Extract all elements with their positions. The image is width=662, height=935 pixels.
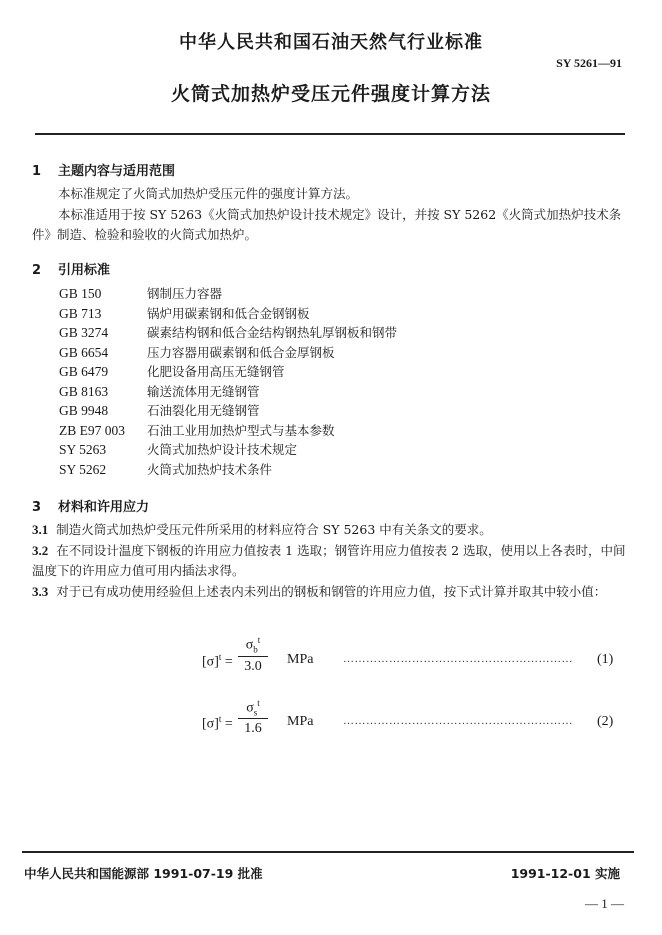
list-item bbox=[0, 421, 662, 441]
standard-number: SY 5261—91 bbox=[556, 56, 622, 70]
equation-label: (1) bbox=[597, 652, 614, 667]
equation-denominator: 1.6 bbox=[244, 721, 262, 736]
ref-code: GB 6479 bbox=[59, 364, 109, 379]
equation-unit: MPa bbox=[287, 714, 314, 729]
ref-name: 火筒式加热炉设计技术规定 bbox=[147, 442, 298, 457]
clause-number: 3.3 bbox=[32, 584, 49, 599]
clause-text: 在不同设计温度下钢板的许用应力值按表 1 选取；钢管许用应力值按表 2 选取，使用以上各表时，中间温度下的许用应力值可用内插法求得。 bbox=[32, 543, 626, 578]
ref-name: 压力容器用碳素钢和低合金厚钢板 bbox=[147, 344, 335, 360]
equation-leader: …………………………………………………… bbox=[343, 715, 573, 727]
ref-code: ZB E97 003 bbox=[59, 422, 125, 438]
list-item bbox=[0, 362, 662, 382]
list-item bbox=[0, 304, 662, 324]
equation-label: (2) bbox=[597, 714, 614, 729]
clause-text: 制造火筒式加热炉受压元件所采用的材料应符合 SY 5263 中有关条文的要求。 bbox=[56, 522, 492, 537]
equation-2 bbox=[0, 694, 662, 744]
reference-list bbox=[0, 284, 662, 479]
clause-3-2 bbox=[32, 541, 632, 581]
ref-code: GB 6654 bbox=[59, 344, 109, 360]
clause-number: 3.1 bbox=[32, 522, 49, 537]
ref-name: 石油工业用加热炉型式与基本参数 bbox=[147, 422, 335, 438]
equation-numerator: $\sigma_s^t$ bbox=[246, 698, 260, 718]
ref-code: GB 8163 bbox=[59, 383, 109, 399]
approval-statement: 中华人民共和国能源部 1991-07-19 批准 bbox=[24, 866, 263, 881]
ref-name: 碳素结构钢和低合金结构钢热轧厚钢板和钢带 bbox=[147, 325, 398, 340]
section-1-paragraph-1: 本标准规定了火筒式加热炉受压元件的强度计算方法。 bbox=[58, 186, 359, 201]
section-3-heading bbox=[32, 496, 149, 515]
equation-leader: …………………………………………………… bbox=[343, 653, 573, 665]
section-1-paragraph-2: 本标准适用于按 SY 5263《火筒式加热炉设计技术规定》设计，并按 SY 5262《火筒式加热炉技术条件》制造、检验和验收的火筒式加热炉。 bbox=[32, 207, 622, 242]
section-1-number: 1 bbox=[32, 164, 42, 179]
equation-unit: MPa bbox=[287, 652, 314, 667]
page-number: — 1 — bbox=[585, 896, 624, 911]
section-2-heading bbox=[32, 259, 110, 278]
equation-lhs: $[\sigma]^t$ = bbox=[202, 652, 233, 670]
ref-code: GB 150 bbox=[59, 286, 102, 301]
list-item bbox=[0, 440, 662, 460]
ref-code: GB 713 bbox=[59, 305, 102, 321]
ref-code: SY 5262 bbox=[59, 461, 107, 477]
section-1-heading bbox=[32, 160, 175, 179]
equation-lhs: $[\sigma]^t$ = bbox=[202, 714, 233, 732]
clause-number: 3.2 bbox=[32, 543, 49, 558]
equation-1 bbox=[0, 630, 662, 680]
clause-3-1 bbox=[32, 520, 632, 540]
effective-date: 1991-12-01 实施 bbox=[510, 866, 620, 881]
standard-category-title: 中华人民共和国石油天然气行业标准 bbox=[179, 32, 483, 53]
ref-code: GB 9948 bbox=[59, 403, 109, 418]
equation-numerator: $\sigma_b^t$ bbox=[245, 635, 261, 655]
clause-3-3 bbox=[32, 582, 632, 602]
fraction-bar bbox=[238, 718, 268, 719]
header-divider bbox=[35, 133, 625, 135]
list-item bbox=[0, 382, 662, 402]
section-2-number: 2 bbox=[32, 263, 42, 278]
footer-divider bbox=[22, 851, 634, 853]
list-item bbox=[0, 343, 662, 363]
section-2-title: 引用标准 bbox=[58, 263, 111, 278]
list-item bbox=[0, 460, 662, 480]
document-title: 火筒式加热炉受压元件强度计算方法 bbox=[170, 83, 491, 105]
section-1-title: 主题内容与适用范围 bbox=[58, 164, 176, 179]
clause-text: 对于已有成功使用经验但上述表内未列出的钢板和钢管的许用应力值，按下式计算并取其中较小值： bbox=[56, 584, 607, 599]
ref-code: SY 5263 bbox=[59, 442, 107, 457]
ref-name: 化肥设备用高压无缝钢管 bbox=[147, 364, 285, 379]
ref-name: 输送流体用无缝钢管 bbox=[147, 383, 260, 399]
ref-name: 钢制压力容器 bbox=[147, 286, 223, 301]
equation-denominator: 3.0 bbox=[244, 659, 262, 674]
ref-name: 锅炉用碳素钢和低合金钢钢板 bbox=[147, 305, 310, 321]
list-item bbox=[0, 284, 662, 304]
list-item bbox=[0, 323, 662, 343]
section-3-title: 材料和许用应力 bbox=[58, 500, 150, 515]
section-3-number: 3 bbox=[32, 500, 42, 515]
ref-name: 石油裂化用无缝钢管 bbox=[147, 403, 260, 418]
ref-name: 火筒式加热炉技术条件 bbox=[147, 461, 273, 477]
ref-code: GB 3274 bbox=[59, 325, 109, 340]
fraction-bar bbox=[238, 656, 268, 657]
list-item bbox=[0, 401, 662, 421]
